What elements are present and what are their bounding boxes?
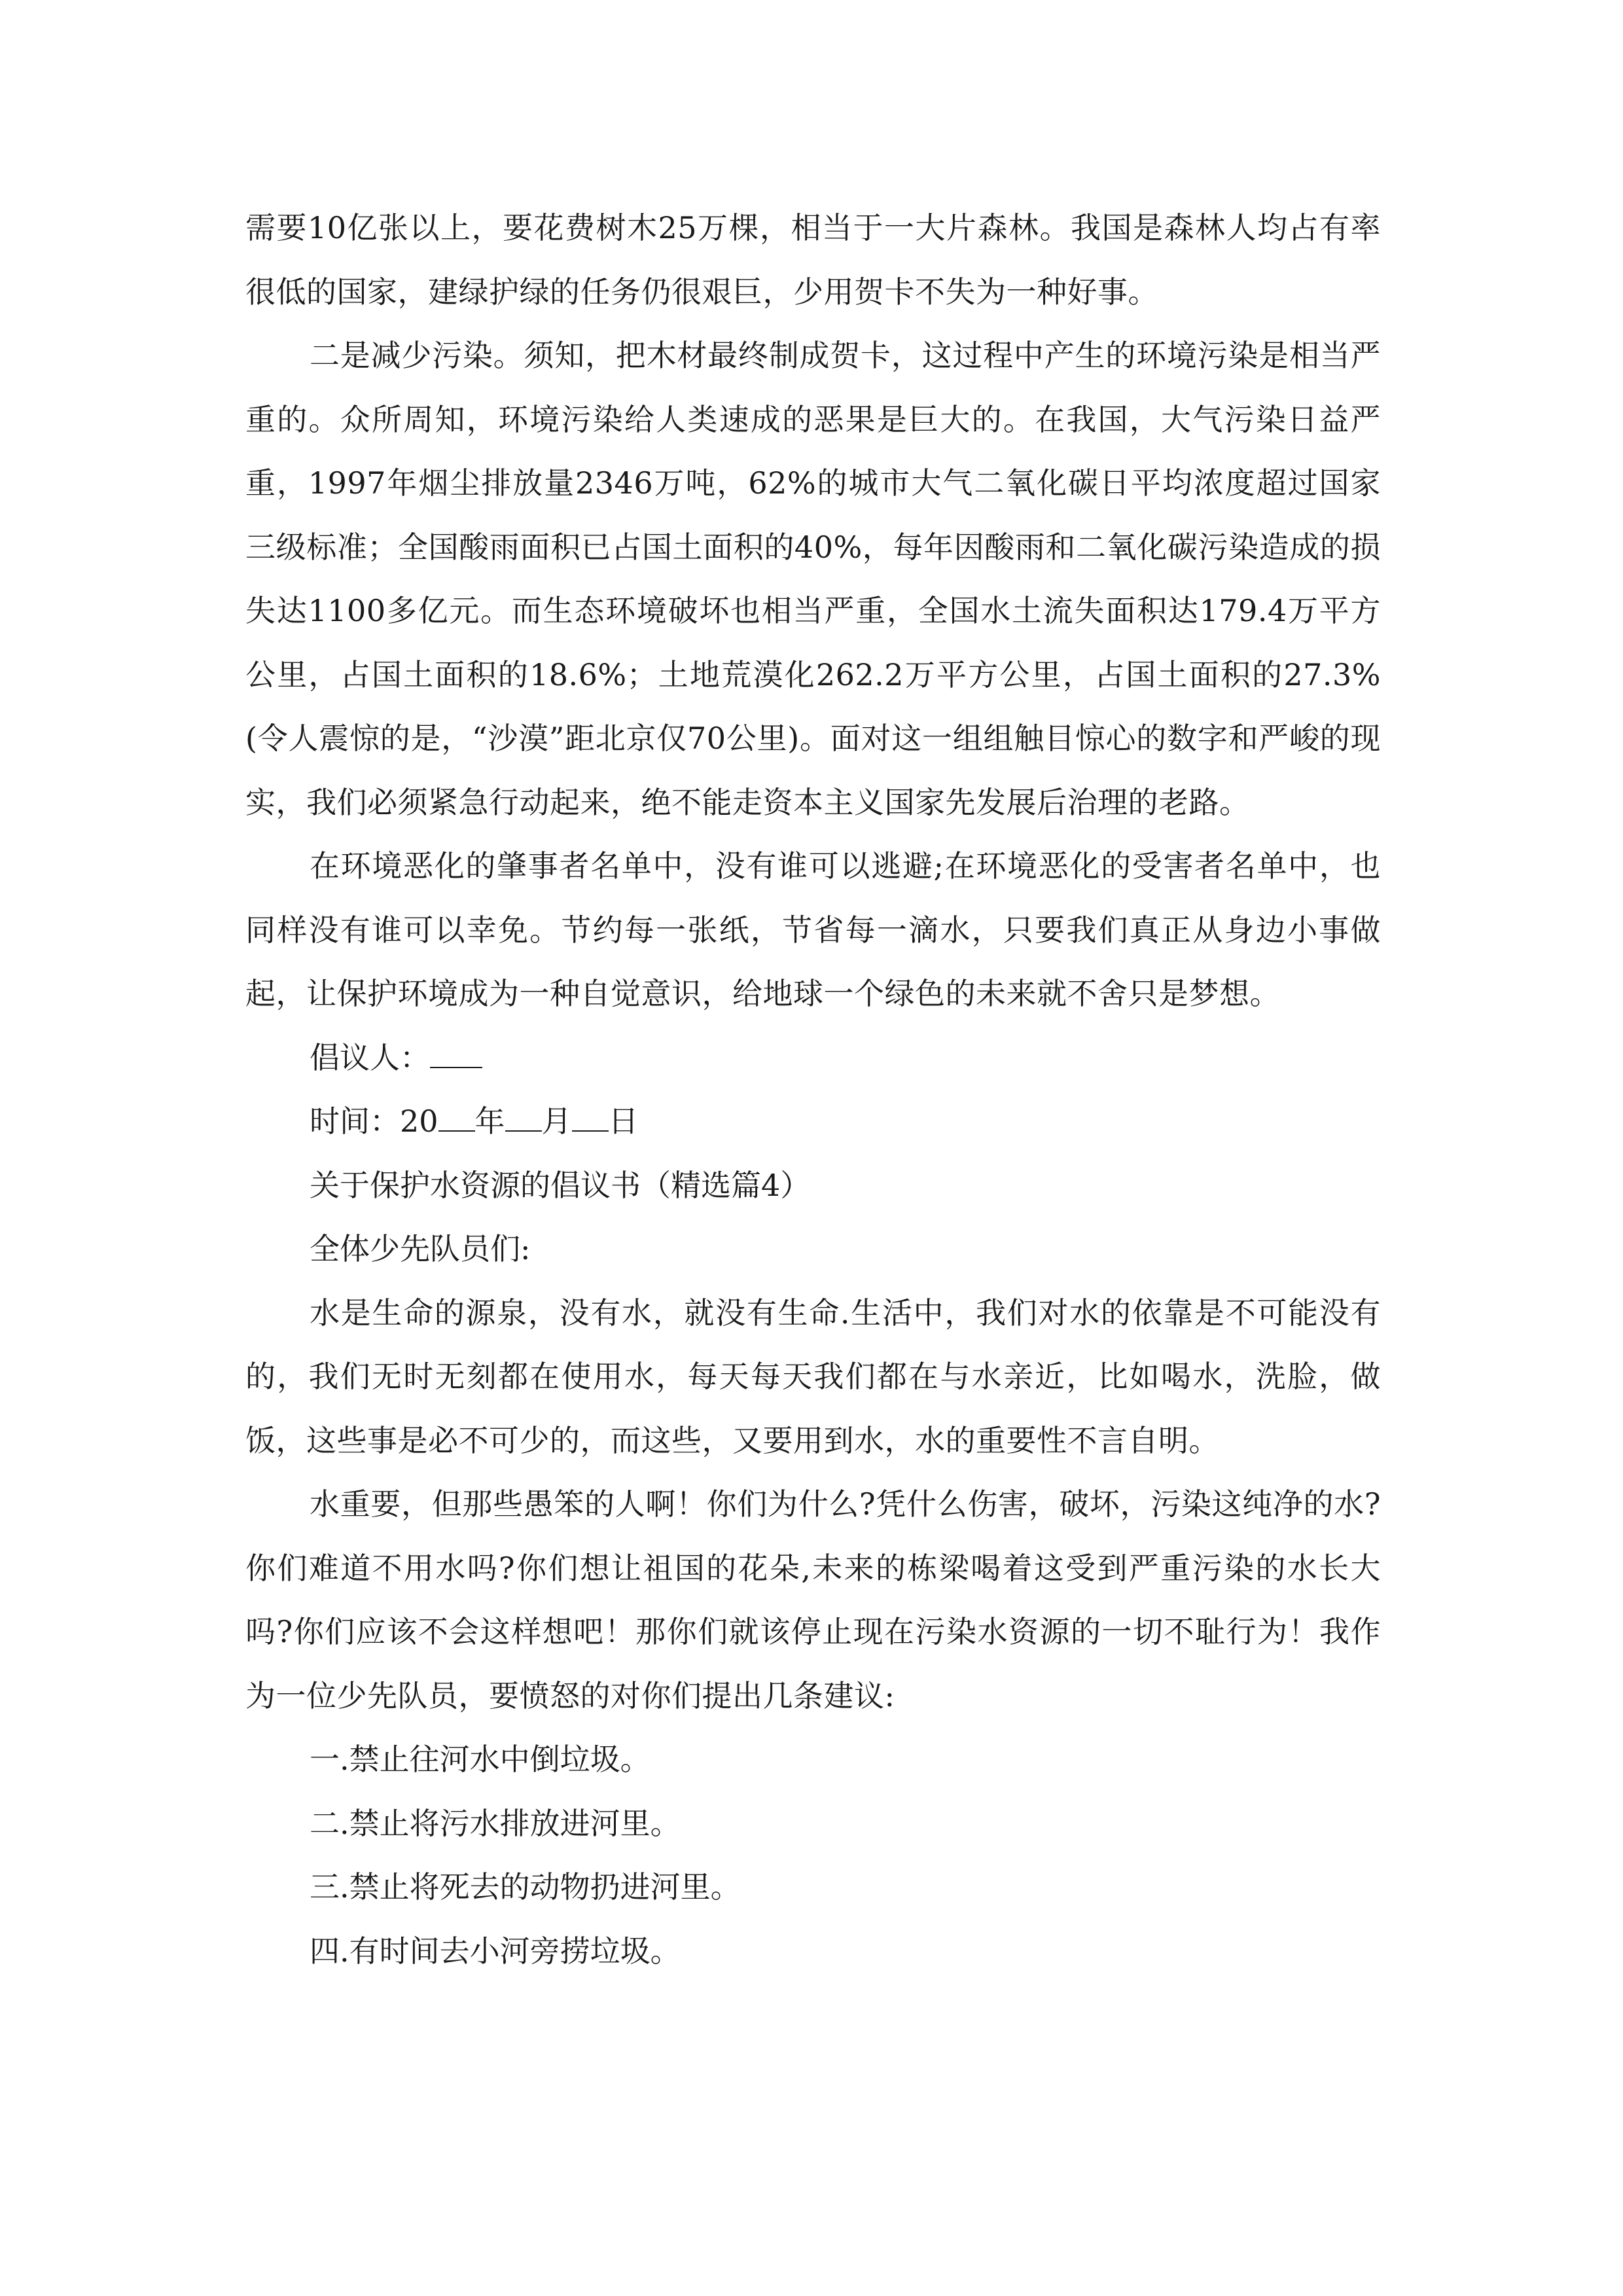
- paragraph-greeting-cards: 需要10亿张以上，要花费树木25万棵，相当于一大片森林。我国是森林人均占有率很低的国家，建绿护绿的任务仍很艰巨，少用贺卡不失为一种好事。: [245, 210, 1381, 310]
- paragraph-reduce-pollution: 二是减少污染。须知，把木材最终制成贺卡，这过程中产生的环境污染是相当严重的。众所周知，环境污染给人类速成的恶果是巨大的。在我国，大气污染日益严重，1997年烟尘排放量2346万吨，62%的城市大气二氧化碳日平均浓度超过国家三级标准；全国酸雨面积已占国土面积的40%，每年因酸雨和二氧化碳污染造成的损失达1100多亿元。而生态环境破坏也相当严重，全国水土流失面积达179.4万平方公里，占国土面积的18.6%；土地荒漠化262.2万平方公里，占国土面积的27.3%(令人震惊的是，“沙漠”距北京仅70公里)。面对这一组组触目惊心的数字和严峻的现实，我们必须紧急行动起来，绝不能走资本主义国家先发展后治理的老路。: [245, 338, 1381, 820]
- section-title: 关于保护水资源的倡议书（精选篇4）: [310, 1167, 811, 1203]
- date-label: 时间：20: [310, 1103, 438, 1139]
- salutation: 全体少先队员们:: [310, 1231, 531, 1266]
- proposer-line: [245, 1026, 1381, 1090]
- suggestion-item-3: 三.禁止将死去的动物扔进河里。: [310, 1869, 741, 1905]
- day-blank: [572, 1104, 609, 1132]
- paragraph-water-source: 水是生命的源泉，没有水，就没有生命.生活中，我们对水的依靠是不可能没有的，我们无时无刻都在使用水，每天每天我们都在与水亲近，比如喝水，洗脸，做饭，这些事是必不可少的，而这些，又要用到水，水的重要性不言自明。: [245, 1295, 1381, 1458]
- month-char: 月: [541, 1103, 572, 1139]
- proposer-blank: [430, 1041, 482, 1068]
- month-blank: [505, 1104, 542, 1132]
- year-char: 年: [474, 1103, 505, 1139]
- year-blank: [438, 1104, 475, 1132]
- proposer-label: 倡议人：: [310, 1039, 430, 1075]
- date-line: [245, 1090, 1381, 1154]
- suggestion-item-4: 四.有时间去小河旁捞垃圾。: [310, 1933, 681, 1969]
- suggestion-item-2: 二.禁止将污水排放进河里。: [310, 1805, 681, 1841]
- day-char: 日: [608, 1103, 639, 1139]
- paragraph-water-important: 水重要，但那些愚笨的人啊！你们为什么?凭什么伤害，破坏，污染这纯净的水?你们难道不用水吗?你们想让祖国的花朵,未来的栋梁喝着这受到严重污染的水长大吗?你们应该不会这样想吧！那你们就该停止现在污染水资源的一切不耻行为！我作为一位少先队员，要愤怒的对你们提出几条建议:: [245, 1486, 1381, 1713]
- paragraph-environment-victims: 在环境恶化的肇事者名单中，没有谁可以逃避;在环境恶化的受害者名单中，也同样没有谁可以幸免。节约每一张纸，节省每一滴水，只要我们真正从身边小事做起，让保护环境成为一种自觉意识，给地球一个绿色的未来就不舍只是梦想。: [245, 848, 1381, 1011]
- document-body: [245, 196, 1381, 1983]
- suggestion-item-1: 一.禁止往河水中倒垃圾。: [310, 1742, 651, 1777]
